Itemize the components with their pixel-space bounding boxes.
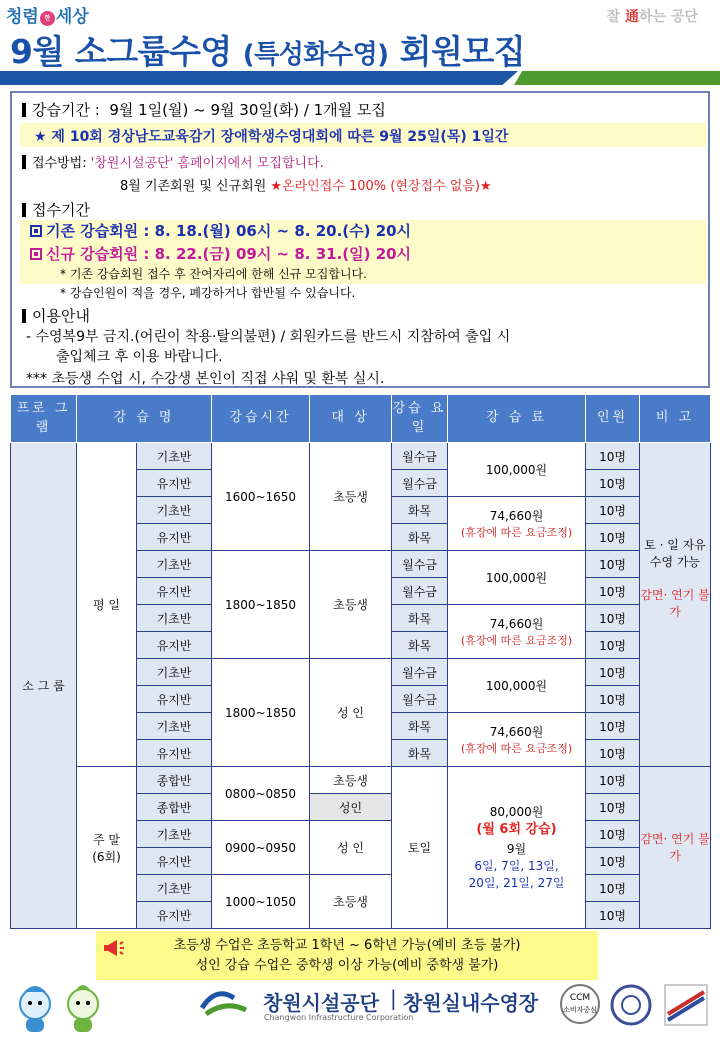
capacity-cell: 10명 [586, 902, 640, 929]
class-cell: 기초반 [137, 713, 212, 740]
fee-dates-2: 20일, 21일, 27일 [468, 875, 565, 890]
header-program: 프로 그램 [11, 395, 77, 443]
footer-divider: | [390, 986, 397, 1010]
header-fee: 강 습 료 [448, 395, 586, 443]
class-cell: 유지반 [137, 578, 212, 605]
mascot-icon [62, 984, 104, 1036]
class-cell: 기초반 [137, 875, 212, 902]
fee-cell [448, 605, 586, 659]
fee-dates-1: 6일, 7일, 13일, [474, 858, 559, 873]
notice-line-1: 초등생 수업은 초등학교 1학년 ~ 6학년 가능(예비 초등 불가) [173, 938, 521, 953]
capacity-cell: 10명 [586, 659, 640, 686]
days-cell: 토일 [392, 767, 448, 929]
fee-cell [448, 497, 586, 551]
class-cell: 유지반 [137, 848, 212, 875]
fee-sessions: (월 6회 강습) [476, 821, 557, 837]
time-cell: 1800~1850 [212, 659, 310, 767]
mascot-icon [14, 984, 56, 1036]
time-cell: 1600~1650 [212, 443, 310, 551]
days-cell: 화목 [392, 632, 448, 659]
pool-name: 창원실내수영장 [403, 991, 539, 1015]
time-cell: 0800~0850 [212, 767, 310, 821]
days-cell: 화목 [392, 713, 448, 740]
fee-cell: 100,000원 [448, 659, 586, 713]
certification-badge-icon [610, 984, 652, 1026]
megaphone-icon [101, 936, 125, 960]
flag-badge-icon [664, 984, 708, 1026]
class-cell: 유지반 [137, 470, 212, 497]
class-cell: 기초반 [137, 497, 212, 524]
header-capacity: 인원 [586, 395, 640, 443]
target-cell: 초등생 [310, 875, 392, 929]
days-cell: 월수금 [392, 443, 448, 470]
weekend-sub: (6회) [92, 849, 121, 864]
class-cell: 유지반 [137, 740, 212, 767]
existing-period: 기존 강습회원 : 8. 18.(월) 06시 ~ 8. 20.(수) 20시 [30, 220, 411, 241]
fee-cell [448, 767, 586, 929]
weekend-cell [77, 767, 137, 929]
usage-1b: 출입체크 후 이용 바랍니다. [56, 349, 223, 365]
target-cell: 초등생 [310, 443, 392, 551]
capacity-cell: 10명 [586, 497, 640, 524]
days-cell: 월수금 [392, 686, 448, 713]
class-cell: 유지반 [137, 902, 212, 929]
note-free: 토 · 일 자유수영 가능 [644, 538, 706, 569]
org-name: 창원시설공단 [263, 991, 379, 1015]
note-nodisc: 감면· 연기 불가 [640, 588, 710, 619]
class-cell: 종합반 [137, 767, 212, 794]
fee-value: 80,000원 [489, 804, 544, 819]
target-cell: 초등생 [310, 551, 392, 659]
closure-line: ★ 제 10회 경상남도교육감기 장애학생수영대회에 따른 9월 25일(목) 1일간 [34, 129, 509, 145]
info-box [10, 91, 710, 388]
class-cell: 기초반 [137, 551, 212, 578]
capacity-cell: 10명 [586, 524, 640, 551]
fee-note: (휴장에 따른 요금조정) [460, 634, 573, 647]
capacity-cell: 10명 [586, 578, 640, 605]
header-course: 강 습 명 [77, 395, 212, 443]
fee-note: (휴장에 따른 요금조정) [460, 526, 573, 539]
capacity-cell: 10명 [586, 767, 640, 794]
header-note: 비 고 [640, 395, 711, 443]
time-cell: 0900~0950 [212, 821, 310, 875]
fee-month: 9월 [506, 841, 527, 856]
top-logo: 청렴 한 세상 [6, 7, 89, 27]
fee-cell: 100,000원 [448, 443, 586, 497]
target-cell: 초등생 [310, 767, 392, 794]
usage-label: 이용안내 [22, 305, 90, 326]
fee-value: 74,660원 [489, 725, 544, 739]
fee-value: 74,660원 [489, 617, 544, 631]
class-cell: 유지반 [137, 524, 212, 551]
method-line: 접수방법: '창원시설공단' 홈페이지에서 모집합니다. [22, 152, 324, 171]
program-cell: 소 그 룹 [11, 443, 77, 929]
class-cell: 기초반 [137, 443, 212, 470]
capacity-cell: 10명 [586, 794, 640, 821]
days-cell: 화목 [392, 740, 448, 767]
fee-value: 74,660원 [489, 509, 544, 523]
capacity-cell: 10명 [586, 470, 640, 497]
corporation-logo-icon [200, 984, 256, 1022]
new-period: 신규 강습회원 : 8. 22.(금) 09시 ~ 8. 31.(일) 20시 [30, 243, 411, 264]
class-cell: 기초반 [137, 605, 212, 632]
slogan: 잘 通하는 공단 [606, 9, 698, 25]
capacity-cell: 10명 [586, 605, 640, 632]
schedule-table [10, 394, 711, 929]
note-1: * 기존 강습회원 접수 후 잔여자리에 한해 신규 모집합니다. [60, 267, 367, 281]
ccm-badge: CCM 소비자중심 [560, 984, 600, 1024]
time-cell: 1000~1050 [212, 875, 310, 929]
days-cell: 월수금 [392, 470, 448, 497]
days-cell: 화목 [392, 497, 448, 524]
header-target: 대 상 [310, 395, 392, 443]
weekday-cell: 평 일 [77, 443, 137, 767]
period-line: 강습기간 : 9월 1일(월) ~ 9월 30일(화) / 1개월 모집 [22, 99, 386, 120]
capacity-cell: 10명 [586, 848, 640, 875]
footer [0, 984, 720, 1040]
capacity-cell: 10명 [586, 713, 640, 740]
usage-2: *** 초등생 수업 시, 수강생 본인이 직접 샤워 및 환복 실시. [26, 371, 385, 387]
days-cell: 화목 [392, 605, 448, 632]
weekend-label: 주 말 [93, 832, 120, 847]
header-days: 강습 요일 [392, 395, 448, 443]
days-cell: 월수금 [392, 578, 448, 605]
capacity-cell: 10명 [586, 686, 640, 713]
title-bar [0, 71, 720, 85]
fee-note: (휴장에 따른 요금조정) [460, 742, 573, 755]
capacity-cell: 10명 [586, 875, 640, 902]
bottom-notice [96, 931, 598, 980]
days-cell: 월수금 [392, 551, 448, 578]
class-cell: 종합반 [137, 794, 212, 821]
class-cell: 유지반 [137, 632, 212, 659]
class-cell: 기초반 [137, 659, 212, 686]
time-cell: 1800~1850 [212, 551, 310, 659]
capacity-cell: 10명 [586, 740, 640, 767]
note-cell [640, 443, 711, 767]
class-cell: 유지반 [137, 686, 212, 713]
days-cell: 화목 [392, 524, 448, 551]
capacity-cell: 10명 [586, 551, 640, 578]
org-name-en: Changwon Infrastructure Corporation [264, 1013, 414, 1022]
fee-cell: 100,000원 [448, 551, 586, 605]
capacity-cell: 10명 [586, 443, 640, 470]
fee-cell [448, 713, 586, 767]
target-cell: 성인 [310, 794, 392, 821]
capacity-cell: 10명 [586, 821, 640, 848]
method-sub: 8월 기존회원 및 신규회원 ★온라인접수 100% (현장접수 없음)★ [120, 179, 492, 194]
capacity-cell: 10명 [586, 632, 640, 659]
note-2: * 강습인원이 적을 경우, 폐강하거나 합반될 수 있습니다. [60, 286, 356, 300]
note-nodisc-2: 감면· 연기 불가 [640, 767, 711, 929]
header-time: 강습시간 [212, 395, 310, 443]
target-cell: 성 인 [310, 821, 392, 875]
page-title: 9월 소그룹수영 (특성화수영) 회원모집 [10, 32, 526, 71]
target-cell: 성 인 [310, 659, 392, 767]
class-cell: 기초반 [137, 821, 212, 848]
days-cell: 월수금 [392, 659, 448, 686]
usage-1: - 수영복9부 금지.(어린이 착용·탈의불편) / 회원카드를 반드시 지참하여 출입 시 [26, 329, 511, 345]
reception-label: 접수기간 [22, 199, 90, 220]
notice-line-2: 성인 강습 수업은 중학생 이상 가능(예비 중학생 불가) [195, 958, 499, 973]
